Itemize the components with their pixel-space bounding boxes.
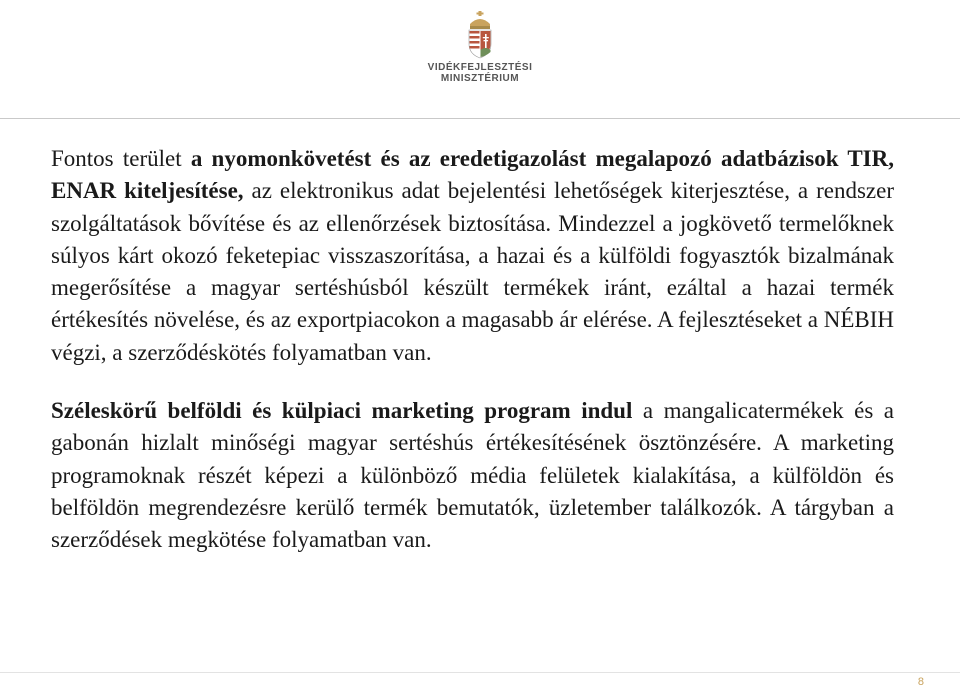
ministry-name-line1: VIDÉKFEJLESZTÉSI <box>427 62 533 73</box>
paragraph2-bold-1: Széleskörű belföldi és külpiaci marketing program indul <box>51 398 633 424</box>
ministry-name <box>380 62 580 84</box>
paragraph1-text-1: Fontos terület <box>51 146 191 171</box>
ministry-name-line2: MINISZTÉRIUM <box>440 73 520 84</box>
page-number: 8 <box>917 676 924 688</box>
slide-body <box>51 143 894 557</box>
coat-of-arms-icon <box>463 10 497 60</box>
paragraph1-bold-1: a nyomonkövetést és az eredetigazolást megalapozó adatbázisok TIR, ENAR kiteljesítése, <box>51 146 894 204</box>
footer-divider <box>0 672 960 673</box>
ministry-logo <box>380 10 580 110</box>
header-divider <box>0 118 960 119</box>
paragraph-traceability <box>51 143 894 369</box>
paragraph-marketing <box>51 395 894 556</box>
paragraph2-text-1: a mangalicatermékek és a gabonán hizlalt minőségi magyar sertéshús értékesítésének ösztönzésére. A marketing programoknak részét képezi a különböző média felületek kialakítása, a külföldön és belföldön megrendezésre kerülő termék bemutatók, üzletember találkozók. A tárgyban a szerződések megkötése folyamatban van. <box>51 398 894 553</box>
paragraph1-text-2: az elektronikus adat bejelentési lehetőségek kiterjesztése, a rendszer szolgáltatások bővítése és az ellenőrzések biztosítása. Mindezzel a jogkövető termelőknek súlyos kárt okozó feketepiac visszaszorítása, a hazai és a külföldi fogyasztók bizalmának megerősítése a magyar sertéshúsból készült termékek iránt, ezáltal a hazai termék értékesítés növelése, és az exportpiacokon a magasabb ár elérése. A fejlesztéseket a NÉBIH végzi, a szerződéskötés folyamatban van. <box>51 178 894 365</box>
